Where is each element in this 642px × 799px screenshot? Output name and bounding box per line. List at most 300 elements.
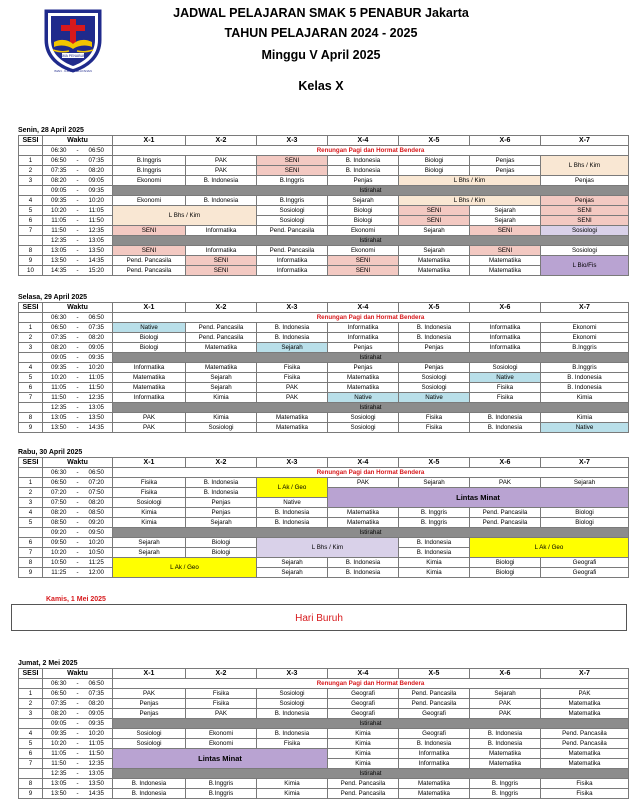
time-end: 07:35: [81, 323, 113, 333]
subject-cell: B.Inggris: [113, 156, 186, 166]
sesi-cell: 9: [19, 789, 43, 799]
table-row: 09:05 - 09:35 Istirahat: [19, 353, 629, 363]
subject-cell: L Bhs / Kim: [541, 156, 629, 176]
subject-cell: Biologi: [113, 333, 186, 343]
col-header: X-5: [399, 458, 470, 468]
time-start: 12:35: [43, 236, 75, 246]
subject-cell: Sosiologi: [399, 373, 470, 383]
subject-cell: Ekonomi: [328, 246, 399, 256]
time-end: 10:20: [81, 196, 113, 206]
logo-motto-text: IMAN · ILMU · PELAYANAN: [54, 69, 92, 73]
subject-cell: Sosiologi: [328, 423, 399, 433]
subject-cell: Informatika: [257, 256, 328, 266]
subject-cell: PAK: [186, 709, 257, 719]
time-start: 13:50: [43, 256, 75, 266]
col-header: Waktu: [43, 669, 113, 679]
time-end: 13:05: [81, 236, 113, 246]
time-start: 08:20: [43, 343, 75, 353]
col-header: X-4: [328, 303, 399, 313]
col-header: X-1: [113, 458, 186, 468]
col-header: X-5: [399, 669, 470, 679]
table-row: 06:30 - 06:50 Renungan Pagi dan Hormat Bendera: [19, 313, 629, 323]
subject-cell: L Ak / Geo: [257, 478, 328, 498]
table-row: 5 10:20 - 11:05 Sosiologi Ekonomi Fisika Kimia B. Indonesia B. Indonesia Pend. Pancasila: [19, 739, 629, 749]
subject-cell: Sejarah: [186, 373, 257, 383]
subject-cell: Fisika: [399, 423, 470, 433]
sesi-cell: [19, 186, 43, 196]
subject-cell: Sosiologi: [470, 363, 541, 373]
time-end: 14:35: [81, 256, 113, 266]
break-cell: Istirahat: [113, 186, 629, 196]
time-start: 10:20: [43, 548, 75, 558]
subject-cell: Sejarah: [257, 568, 328, 578]
subject-cell: PAK: [113, 413, 186, 423]
subject-cell: B. Indonesia: [541, 383, 629, 393]
time-end: 07:35: [81, 689, 113, 699]
table-row: 1 06:50 - 07:35 B.Inggris PAK SENI B. Indonesia Biologi Penjas L Bhs / Kim: [19, 156, 629, 166]
time-start: 13:05: [43, 779, 75, 789]
subject-cell: Geografi: [328, 699, 399, 709]
schedule-table-friday: [18, 668, 629, 799]
time-start: 11:50: [43, 226, 75, 236]
subject-cell: Penjas: [541, 196, 629, 206]
subject-cell: B. Indonesia: [541, 373, 629, 383]
subject-cell: Matematika: [328, 508, 399, 518]
subject-cell: Sosiologi: [399, 383, 470, 393]
sesi-cell: 5: [19, 206, 43, 216]
subject-cell: Matematika: [399, 266, 470, 276]
time-start: 09:20: [43, 528, 75, 538]
time-start: 11:05: [43, 383, 75, 393]
subject-cell: Ekonomi: [113, 196, 186, 206]
time-end: 09:05: [81, 176, 113, 186]
sesi-cell: [19, 679, 43, 689]
subject-cell: B. Indonesia: [470, 423, 541, 433]
subject-cell: Biologi: [113, 343, 186, 353]
sesi-cell: 5: [19, 739, 43, 749]
table-row: 4 09:35 - 10:20 Ekonomi B. Indonesia B.Inggris Sejarah L Bhs / Kim Penjas: [19, 196, 629, 206]
subject-cell: Matematika: [113, 373, 186, 383]
time-start: 07:35: [43, 699, 75, 709]
table-row: 9 11:25 - 12:00 Sejarah B. Indonesia Kimia Biologi Geografi: [19, 568, 629, 578]
time-start: 10:50: [43, 558, 75, 568]
subject-cell: Penjas: [399, 343, 470, 353]
subject-cell: Sejarah: [470, 206, 541, 216]
sesi-cell: 2: [19, 699, 43, 709]
table-row: 12:35 - 13:05 Istirahat: [19, 403, 629, 413]
time-end: 13:05: [81, 769, 113, 779]
subject-cell: Sejarah: [541, 478, 629, 488]
subject-cell: SENI: [113, 226, 186, 236]
time-start: 11:05: [43, 216, 75, 226]
time-end: 09:05: [81, 709, 113, 719]
subject-cell: Sosiologi: [257, 206, 328, 216]
table-row: 6 11:05 - 11:50 Matematika Sejarah PAK Matematika Sosiologi Fisika B. Indonesia: [19, 383, 629, 393]
subject-cell: PAK: [186, 166, 257, 176]
subject-cell: PAK: [470, 699, 541, 709]
subject-cell: SENI: [541, 216, 629, 226]
subject-cell: Fisika: [470, 383, 541, 393]
sesi-cell: 6: [19, 216, 43, 226]
sesi-cell: 2: [19, 488, 43, 498]
subject-cell: Pend. Pancasila: [186, 333, 257, 343]
subject-cell: Native: [257, 498, 328, 508]
sesi-cell: 2: [19, 166, 43, 176]
subject-cell: Informatika: [186, 246, 257, 256]
table-row: 6 11:05 - 11:50 Sosiologi Biologi SENI Sejarah SENI: [19, 216, 629, 226]
time-start: 07:35: [43, 166, 75, 176]
table-row: 9 13:50 - 14:35 PAK Sosiologi Matematika Sosiologi Fisika B. Indonesia Native: [19, 423, 629, 433]
table-row: 7 11:50 - 12:35 Kimia Informatika Matematika Matematika: [19, 759, 629, 769]
subject-cell: Geografi: [399, 729, 470, 739]
subject-cell: SENI: [113, 246, 186, 256]
subject-cell: Sosiologi: [113, 729, 186, 739]
subject-cell: B. Indonesia: [186, 176, 257, 186]
time-end: 07:50: [81, 488, 113, 498]
break-cell: Istirahat: [113, 719, 629, 729]
sesi-cell: [19, 313, 43, 323]
subject-cell: Fisika: [399, 413, 470, 423]
subject-cell: B. Inggris: [399, 508, 470, 518]
subject-cell: B. Indonesia: [186, 196, 257, 206]
col-header: X-6: [470, 303, 541, 313]
time-end: 09:05: [81, 343, 113, 353]
subject-cell: B. Indonesia: [257, 729, 328, 739]
time-start: 13:50: [43, 423, 75, 433]
sesi-cell: 1: [19, 478, 43, 488]
time-end: 06:50: [81, 146, 113, 156]
subject-cell: B. Indonesia: [399, 538, 470, 548]
table-row: 3 08:20 - 09:05 Biologi Matematika Sejarah Penjas Penjas Informatika B.Inggris: [19, 343, 629, 353]
subject-cell: Matematika: [399, 789, 470, 799]
subject-cell: Informatika: [257, 266, 328, 276]
subject-cell: B. Indonesia: [186, 488, 257, 498]
col-header: SESI: [19, 136, 43, 146]
subject-cell: B. Inggris: [399, 518, 470, 528]
subject-cell: B.Inggris: [186, 779, 257, 789]
time-end: 07:35: [81, 156, 113, 166]
sesi-cell: 9: [19, 423, 43, 433]
time-end: 06:50: [81, 679, 113, 689]
subject-cell: SENI: [328, 256, 399, 266]
subject-cell: B. Indonesia: [328, 156, 399, 166]
sesi-cell: 9: [19, 568, 43, 578]
subject-cell: B. Inggris: [470, 779, 541, 789]
day-title-monday: Senin, 28 April 2025: [18, 127, 84, 134]
subject-cell: Pend. Pancasila: [399, 699, 470, 709]
time-start: 06:30: [43, 146, 75, 156]
subject-cell: Kimia: [113, 518, 186, 528]
subject-cell: Biologi: [541, 518, 629, 528]
subject-cell: Native: [541, 423, 629, 433]
subject-cell: Sejarah: [113, 538, 186, 548]
subject-cell: Sejarah: [470, 689, 541, 699]
col-header: X-6: [470, 669, 541, 679]
sesi-cell: 5: [19, 518, 43, 528]
col-header: X-5: [399, 136, 470, 146]
subject-cell: L Bhs / Kim: [399, 196, 541, 206]
subject-cell: Penjas: [328, 343, 399, 353]
subject-cell: Pend. Pancasila: [470, 508, 541, 518]
col-header: X-2: [186, 303, 257, 313]
time-start: 07:20: [43, 488, 75, 498]
subject-cell: Matematika: [541, 699, 629, 709]
col-header: X-3: [257, 303, 328, 313]
lintas-minat-block: Lintas Minat: [113, 749, 328, 769]
subject-cell: B. Indonesia: [257, 323, 328, 333]
table-row: 9 13:50 - 14:35 B. Indonesia B.Inggris Kimia Pend. Pancasila Matematika B. Inggris Fisika: [19, 789, 629, 799]
ceremony-cell: Renungan Pagi dan Hormat Bendera: [113, 313, 629, 323]
col-header: X-7: [541, 303, 629, 313]
sesi-cell: [19, 353, 43, 363]
time-end: 11:05: [81, 373, 113, 383]
sesi-cell: 8: [19, 413, 43, 423]
time-start: 06:50: [43, 478, 75, 488]
col-header: X-5: [399, 303, 470, 313]
page-title: JADWAL PELAJARAN SMAK 5 PENABUR Jakarta: [173, 6, 469, 20]
sesi-cell: 3: [19, 176, 43, 186]
schedule-table-tuesday: [18, 302, 629, 433]
time-end: 08:20: [81, 699, 113, 709]
subject-cell: Sosiologi: [113, 739, 186, 749]
time-start: 07:50: [43, 498, 75, 508]
table-row: 8 13:05 - 13:50 B. Indonesia B.Inggris Kimia Pend. Pancasila Matematika B. Inggris Fisika: [19, 779, 629, 789]
ceremony-cell: Renungan Pagi dan Hormat Bendera: [113, 146, 629, 156]
time-start: 12:35: [43, 769, 75, 779]
time-end: 12:35: [81, 759, 113, 769]
subject-cell: Penjas: [186, 498, 257, 508]
table-row: 4 08:20 - 08:50 Kimia Penjas B. Indonesia Matematika B. Inggris Pend. Pancasila Biologi: [19, 508, 629, 518]
sesi-cell: 5: [19, 373, 43, 383]
table-row: 06:30 - 06:50 Renungan Pagi dan Hormat Bendera: [19, 679, 629, 689]
subject-cell: Sosiologi: [257, 699, 328, 709]
table-header: [19, 136, 629, 146]
subject-cell: Matematika: [328, 383, 399, 393]
subject-cell: Sosiologi: [541, 246, 629, 256]
subject-cell: B. Indonesia: [399, 548, 470, 558]
subject-cell: Sejarah: [257, 343, 328, 353]
sesi-cell: 9: [19, 256, 43, 266]
subject-cell: Pend. Pancasila: [113, 266, 186, 276]
subject-cell: Geografi: [399, 709, 470, 719]
break-cell: Istirahat: [113, 528, 629, 538]
subject-cell: Kimia: [541, 393, 629, 403]
sesi-cell: 3: [19, 709, 43, 719]
subject-cell: B. Indonesia: [257, 709, 328, 719]
subject-cell: B. Indonesia: [257, 518, 328, 528]
time-start: 08:50: [43, 518, 75, 528]
subject-cell: B. Indonesia: [399, 333, 470, 343]
subject-cell: PAK: [470, 709, 541, 719]
table-row: 7 11:50 - 12:35 SENI Informatika Pend. Pancasila Ekonomi Sejarah SENI Sosiologi: [19, 226, 629, 236]
subject-cell: Matematika: [257, 423, 328, 433]
subject-cell: L Bhs / Kim: [257, 538, 399, 558]
subject-cell: SENI: [399, 206, 470, 216]
subject-cell: Informatika: [399, 759, 470, 769]
col-header: X-7: [541, 136, 629, 146]
subject-cell: Matematika: [470, 256, 541, 266]
table-header: [19, 669, 629, 679]
subject-cell: Informatika: [399, 749, 470, 759]
subject-cell: Sejarah: [257, 558, 328, 568]
subject-cell: Sejarah: [186, 383, 257, 393]
sesi-cell: 4: [19, 729, 43, 739]
break-cell: Istirahat: [113, 236, 629, 246]
subject-cell: PAK: [541, 689, 629, 699]
table-row: 3 08:20 - 09:05 Penjas PAK B. Indonesia Geografi Geografi PAK Matematika: [19, 709, 629, 719]
col-header: X-4: [328, 458, 399, 468]
sesi-cell: 1: [19, 323, 43, 333]
subject-cell: PAK: [257, 393, 328, 403]
time-start: 14:35: [43, 266, 75, 276]
sesi-cell: 7: [19, 759, 43, 769]
day-title-tuesday: Selasa, 29 April 2025: [18, 294, 88, 301]
academic-year: TAHUN PELAJARAN 2024 - 2025: [224, 26, 418, 40]
time-start: 09:35: [43, 729, 75, 739]
subject-cell: Kimia: [328, 729, 399, 739]
subject-cell: L Ak / Geo: [470, 538, 629, 558]
time-end: 13:05: [81, 403, 113, 413]
subject-cell: Sejarah: [113, 548, 186, 558]
ceremony-cell: Renungan Pagi dan Hormat Bendera: [113, 679, 629, 689]
time-end: 14:35: [81, 789, 113, 799]
subject-cell: Geografi: [541, 568, 629, 578]
time-end: 09:20: [81, 518, 113, 528]
subject-cell: Biologi: [328, 206, 399, 216]
subject-cell: Geografi: [541, 558, 629, 568]
subject-cell: Informatika: [470, 343, 541, 353]
subject-cell: B.Inggris: [113, 166, 186, 176]
subject-cell: Penjas: [541, 176, 629, 186]
time-start: 10:20: [43, 739, 75, 749]
time-end: 14:35: [81, 423, 113, 433]
subject-cell: B. Indonesia: [470, 413, 541, 423]
subject-cell: SENI: [257, 166, 328, 176]
subject-cell: Native: [328, 393, 399, 403]
time-end: 13:50: [81, 779, 113, 789]
table-row: 2 07:35 - 08:20 B.Inggris PAK SENI B. Indonesia Biologi Penjas: [19, 166, 629, 176]
sesi-cell: 7: [19, 548, 43, 558]
sesi-cell: 1: [19, 689, 43, 699]
table-row: 5 08:50 - 09:20 Kimia Sejarah B. Indonesia Matematika B. Inggris Pend. Pancasila Biologi: [19, 518, 629, 528]
subject-cell: Fisika: [257, 739, 328, 749]
time-start: 06:30: [43, 313, 75, 323]
time-end: 06:50: [81, 313, 113, 323]
sesi-cell: 1: [19, 156, 43, 166]
subject-cell: Penjas: [328, 363, 399, 373]
subject-cell: Pend. Pancasila: [541, 729, 629, 739]
sesi-cell: [19, 146, 43, 156]
time-start: 06:30: [43, 679, 75, 689]
time-end: 11:50: [81, 749, 113, 759]
time-start: 10:20: [43, 206, 75, 216]
class-label: Kelas X: [298, 79, 344, 93]
subject-cell: Kimia: [257, 789, 328, 799]
col-header: X-7: [541, 458, 629, 468]
subject-cell: Biologi: [328, 216, 399, 226]
col-header: X-3: [257, 136, 328, 146]
time-end: 10:20: [81, 363, 113, 373]
col-header: Waktu: [43, 136, 113, 146]
subject-cell: L Bhs / Kim: [399, 176, 541, 186]
time-start: 06:50: [43, 689, 75, 699]
col-header: SESI: [19, 458, 43, 468]
subject-cell: Ekonomi: [186, 729, 257, 739]
subject-cell: Matematika: [470, 749, 541, 759]
time-end: 08:50: [81, 508, 113, 518]
table-row: 5 10:20 - 11:05 L Bhs / Kim Sosiologi Biologi SENI Sejarah SENI: [19, 206, 629, 216]
table-row: 7 10:20 - 10:50 Sejarah Biologi B. Indonesia: [19, 548, 629, 558]
sesi-cell: 6: [19, 383, 43, 393]
subject-cell: Native: [470, 373, 541, 383]
subject-cell: B. Indonesia: [328, 558, 399, 568]
subject-cell: B.Inggris: [257, 196, 328, 206]
table-row: 8 13:05 - 13:50 PAK Kimia Matematika Sosiologi Fisika B. Indonesia Kimia: [19, 413, 629, 423]
col-header: X-2: [186, 136, 257, 146]
subject-cell: B. Inggris: [470, 789, 541, 799]
col-header: Waktu: [43, 458, 113, 468]
time-end: 13:50: [81, 413, 113, 423]
sesi-cell: [19, 236, 43, 246]
subject-cell: Sejarah: [470, 216, 541, 226]
subject-cell: Native: [113, 323, 186, 333]
day-title-thursday: Kamis, 1 Mei 2025: [46, 596, 106, 603]
time-end: 10:20: [81, 538, 113, 548]
time-start: 06:50: [43, 323, 75, 333]
col-header: X-3: [257, 669, 328, 679]
table-row: 3 07:50 - 08:20 Sosiologi Penjas Native: [19, 498, 629, 508]
subject-cell: Matematika: [541, 709, 629, 719]
table-row: 3 08:20 - 09:05 Ekonomi B. Indonesia B.Inggris Penjas L Bhs / Kim Penjas: [19, 176, 629, 186]
table-row: 10 14:35 - 15:20 Pend. Pancasila SENI Informatika SENI Matematika Matematika: [19, 266, 629, 276]
time-start: 09:35: [43, 196, 75, 206]
subject-cell: Biologi: [399, 166, 470, 176]
subject-cell: SENI: [470, 226, 541, 236]
time-end: 11:05: [81, 206, 113, 216]
time-start: 13:05: [43, 246, 75, 256]
table-row: 6 11:05 - 11:50 Lintas Minat Kimia Informatika Matematika Matematika: [19, 749, 629, 759]
subject-cell: L Bio/Fis: [541, 256, 629, 276]
sesi-cell: 8: [19, 246, 43, 256]
subject-cell: SENI: [186, 256, 257, 266]
time-end: 11:50: [81, 383, 113, 393]
time-end: 11:25: [81, 558, 113, 568]
subject-cell: Pend. Pancasila: [328, 789, 399, 799]
schedule-table-monday: [18, 135, 629, 276]
col-header: X-7: [541, 669, 629, 679]
subject-cell: Biologi: [186, 538, 257, 548]
subject-cell: B. Indonesia: [399, 739, 470, 749]
subject-cell: B.Inggris: [257, 176, 328, 186]
subject-cell: Pend. Pancasila: [328, 779, 399, 789]
time-start: 06:30: [43, 468, 75, 478]
time-end: 08:20: [81, 333, 113, 343]
subject-cell: B. Indonesia: [470, 729, 541, 739]
time-start: 11:05: [43, 749, 75, 759]
table-row: 8 13:05 - 13:50 SENI Informatika Pend. Pancasila Ekonomi Sejarah SENI Sosiologi: [19, 246, 629, 256]
table-row: 8 10:50 - 11:25 L Ak / Geo Sejarah B. Indonesia Kimia Biologi Geografi: [19, 558, 629, 568]
table-row: 12:35 - 13:05 Istirahat: [19, 236, 629, 246]
subject-cell: B.Inggris: [541, 343, 629, 353]
subject-cell: Fisika: [541, 779, 629, 789]
subject-cell: B.Inggris: [186, 789, 257, 799]
subject-cell: Ekonomi: [186, 739, 257, 749]
subject-cell: PAK: [328, 478, 399, 488]
subject-cell: Sejarah: [399, 478, 470, 488]
subject-cell: B.Inggris: [541, 363, 629, 373]
table-row: 12:35 - 13:05 Istirahat: [19, 769, 629, 779]
subject-cell: Ekonomi: [541, 333, 629, 343]
